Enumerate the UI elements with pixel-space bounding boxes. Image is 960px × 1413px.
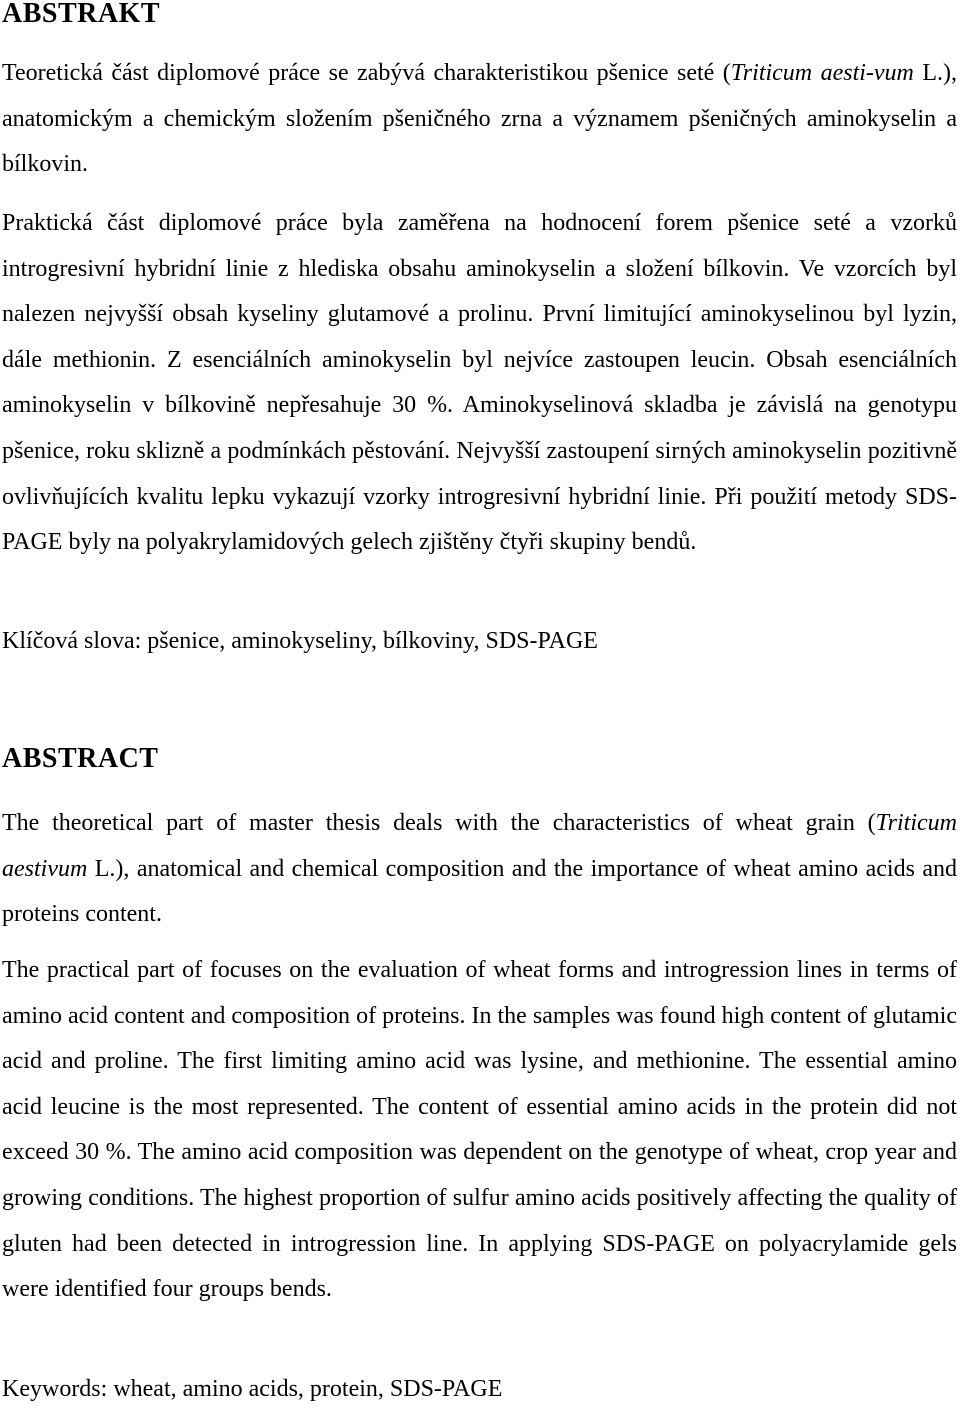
abstract-p1-text-pre: The theoretical part of master thesis deals with the characteristics of wheat grain ( <box>2 810 876 836</box>
abstrakt-paragraph-1 <box>2 51 957 188</box>
abstract-p1-text-post: L.), anatomical and chemical composition and the importance of wheat amino acids and proteins content. <box>2 855 957 928</box>
abstract-p1-species-italic: Triticum aestivum <box>2 810 957 882</box>
abstrakt-keywords: Klíčová slova: pšenice, aminokyseliny, bílkoviny, SDS-PAGE <box>2 628 598 654</box>
abstrakt-p1-species-italic: Triticum aesti-vum <box>730 60 914 86</box>
abstrakt-p1-text-pre: Teoretická část diplomové práce se zabývá charakteristikou pšenice seté ( <box>2 60 731 86</box>
abstrakt-paragraph-2: Praktická část diplomové práce byla zaměřena na hodnocení forem pšenice seté a vzorků introgresivní hybridní linie z hlediska obsahu aminokyselin a složení bílkovin. Ve vzorcích byl nalezen nejvyšší obsah kyseliny glutamové a prolinu. První limitující aminokyselinou byl lyzin, dále methionin. Z esenciálních aminokyselin byl nejvíce zastoupen leucin. Obsah esenciálních aminokyselin v bílkovině nepřesahuje 30 %. Aminokyselinová skladba je závislá na genotypu pšenice, roku sklizně a podmínkách pěstování. Nejvyšší zastoupení sirných aminokyselin pozitivně ovlivňujících kvalitu lepku vykazují vzorky introgresivní hybridní linie. Při použití metody SDS-PAGE byly na polyakrylamidových gelech zjištěny čtyři skupiny bendů. <box>2 210 957 556</box>
abstract-paragraph-2: The practical part of focuses on the evaluation of wheat forms and introgression lines in terms of amino acid content and composition of proteins. In the samples was found high content of glutamic acid and proline. The first limiting amino acid was lysine, and methionine. The essential amino acid leucine is the most represented. The content of essential amino acids in the protein did not exceed 30 %. The amino acid composition was dependent on the genotype of wheat, crop year and growing conditions. The highest proportion of sulfur amino acids positively affecting the quality of gluten had been detected in introgression line. In applying SDS-PAGE on polyacrylamide gels were identified four groups bends. <box>2 957 957 1303</box>
abstrakt-heading: ABSTRAKT <box>2 0 161 29</box>
abstract-paragraph-1 <box>2 801 957 938</box>
abstract-keywords: Keywords: wheat, amino acids, protein, SDS-PAGE <box>2 1376 503 1402</box>
abstrakt-p1-text-post: L.), anatomickým a chemickým složením pšeničného zrna a významem pšeničných aminokyselin a bílkovin. <box>2 60 958 178</box>
abstract-heading: ABSTRACT <box>2 743 159 774</box>
